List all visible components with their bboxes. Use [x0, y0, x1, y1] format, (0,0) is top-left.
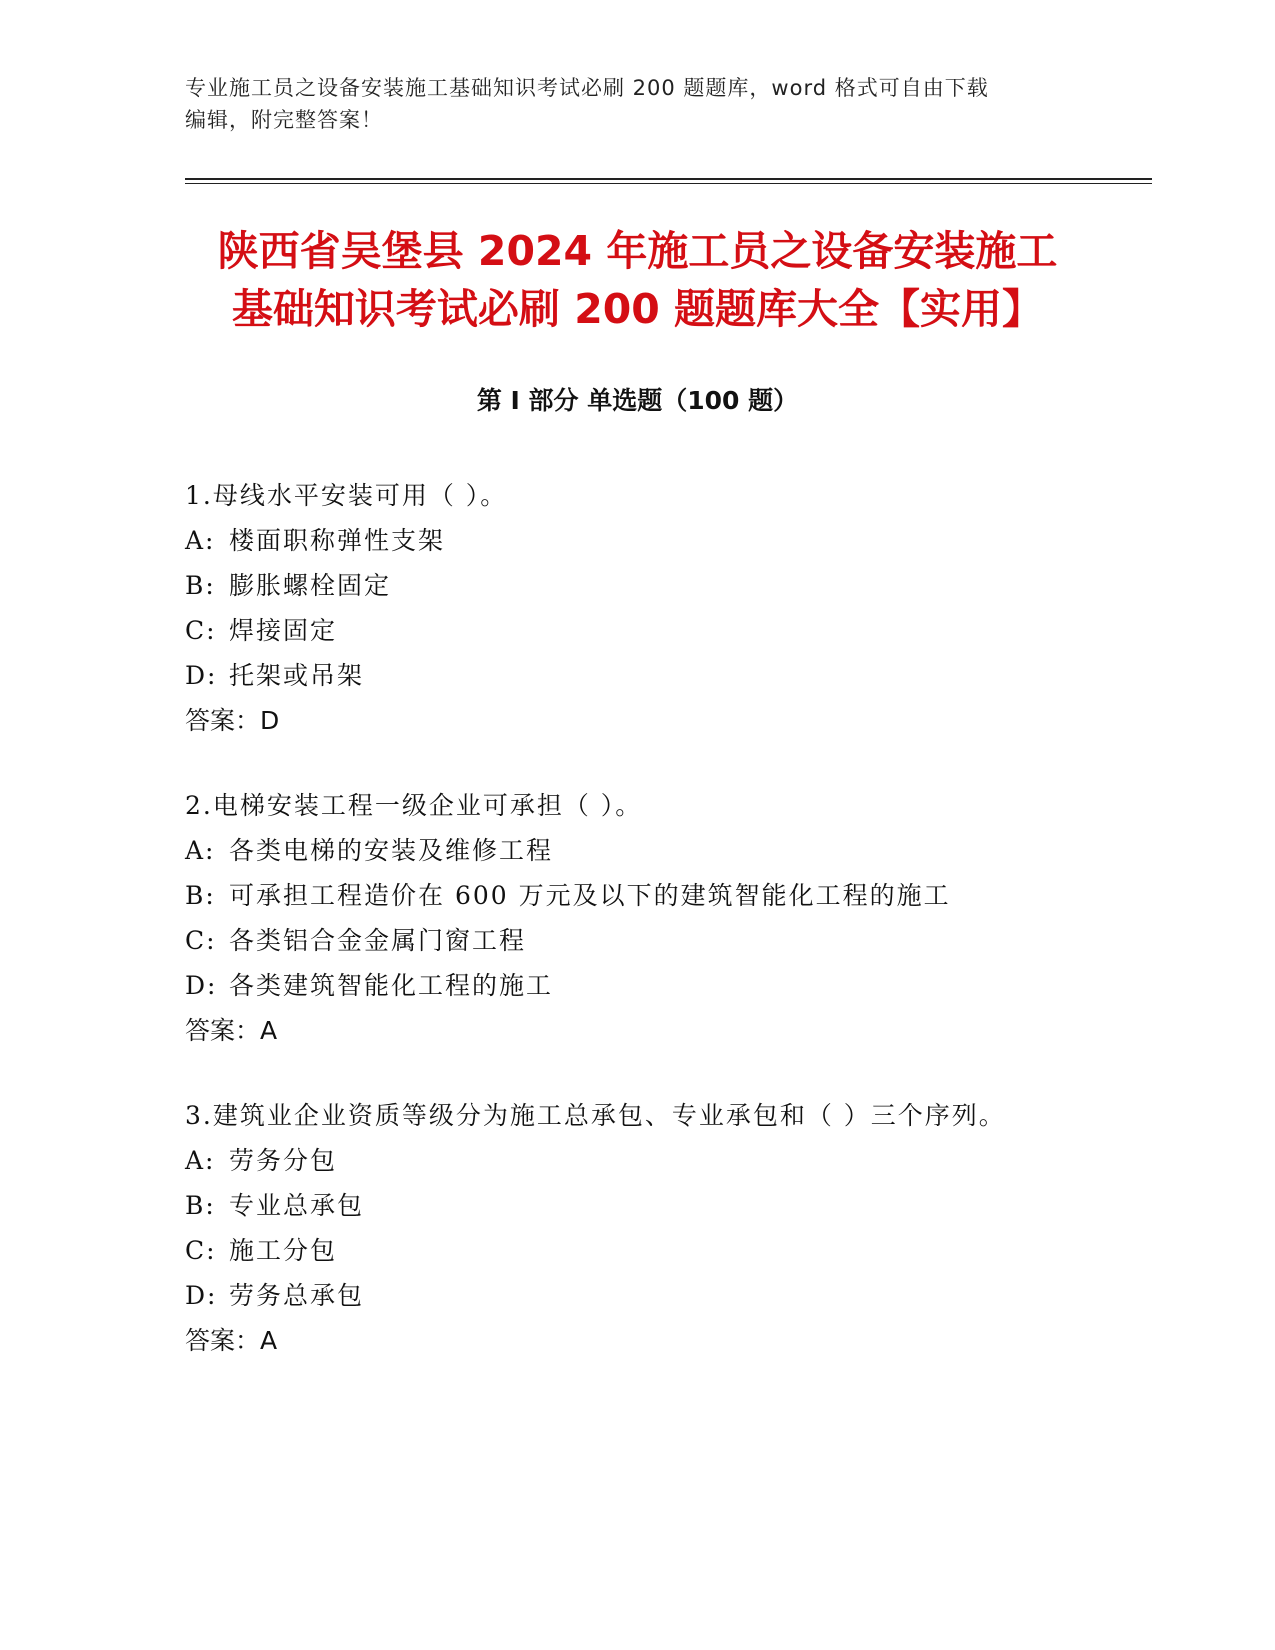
option-tag: A:: [185, 1146, 216, 1175]
option-b: [185, 1183, 1085, 1228]
option-tag: D:: [185, 1281, 218, 1310]
option-c: [185, 608, 1085, 653]
header-note-line-1: 专业施工员之设备安装施工基础知识考试必刷 200 题题库，word 格式可自由下载: [185, 76, 989, 100]
header-note-line-2: 编辑，附完整答案！: [185, 108, 383, 132]
option-tag: C:: [185, 616, 217, 645]
question-block: [185, 783, 1085, 1053]
option-tag: A:: [185, 526, 216, 555]
question-stem: 2.电梯安装工程一级企业可承担（ ）。: [185, 791, 643, 820]
option-b: [185, 873, 1085, 918]
option-c: [185, 918, 1085, 963]
option-text: 劳务分包: [229, 1146, 338, 1175]
option-c: [185, 1228, 1085, 1273]
question-block: [185, 1093, 1085, 1363]
option-text: 各类建筑智能化工程的施工: [229, 971, 554, 1000]
option-d: [185, 963, 1085, 1008]
option-b: [185, 563, 1085, 608]
option-tag: B:: [185, 881, 216, 910]
header-rule-thin: [185, 183, 1152, 184]
option-a: [185, 828, 1085, 873]
document-title-line-2: 基础知识考试必刷 200 题题库大全【实用】: [231, 285, 1044, 333]
answer-line: 答案：A: [185, 1016, 278, 1045]
question-stem: 3.建筑业企业资质等级分为施工总承包、专业承包和（ ）三个序列。: [185, 1101, 1006, 1130]
option-text: 各类铝合金金属门窗工程: [229, 926, 527, 955]
option-tag: C:: [185, 1236, 217, 1265]
option-tag: A:: [185, 836, 216, 865]
option-text: 各类电梯的安装及维修工程: [229, 836, 554, 865]
option-tag: B:: [185, 571, 216, 600]
option-d: [185, 653, 1085, 698]
option-text: 托架或吊架: [229, 661, 365, 690]
option-text: 焊接固定: [229, 616, 338, 645]
option-tag: B:: [185, 1191, 216, 1220]
document-title-line-1: 陕西省吴堡县 2024 年施工员之设备安装施工: [217, 227, 1058, 275]
option-text: 专业总承包: [229, 1191, 365, 1220]
option-text: 楼面职称弹性支架: [229, 526, 446, 555]
option-text: 劳务总承包: [229, 1281, 365, 1310]
option-tag: C:: [185, 926, 217, 955]
option-text: 可承担工程造价在 600 万元及以下的建筑智能化工程的施工: [229, 881, 951, 910]
option-text: 膨胀螺栓固定: [229, 571, 392, 600]
answer-line: 答案：D: [185, 706, 280, 735]
question-block: [185, 473, 1085, 743]
answer-line: 答案：A: [185, 1326, 278, 1355]
option-a: [185, 1138, 1085, 1183]
header-rule-thick: [185, 178, 1152, 180]
option-tag: D:: [185, 661, 218, 690]
question-stem: 1.母线水平安装可用（ ）。: [185, 481, 508, 510]
option-d: [185, 1273, 1085, 1318]
header-note: [185, 72, 1085, 136]
section-heading: 第 I 部分 单选题（100 题）: [476, 386, 799, 415]
option-a: [185, 518, 1085, 563]
option-text: 施工分包: [229, 1236, 338, 1265]
option-tag: D:: [185, 971, 218, 1000]
document-title: [150, 222, 1125, 338]
